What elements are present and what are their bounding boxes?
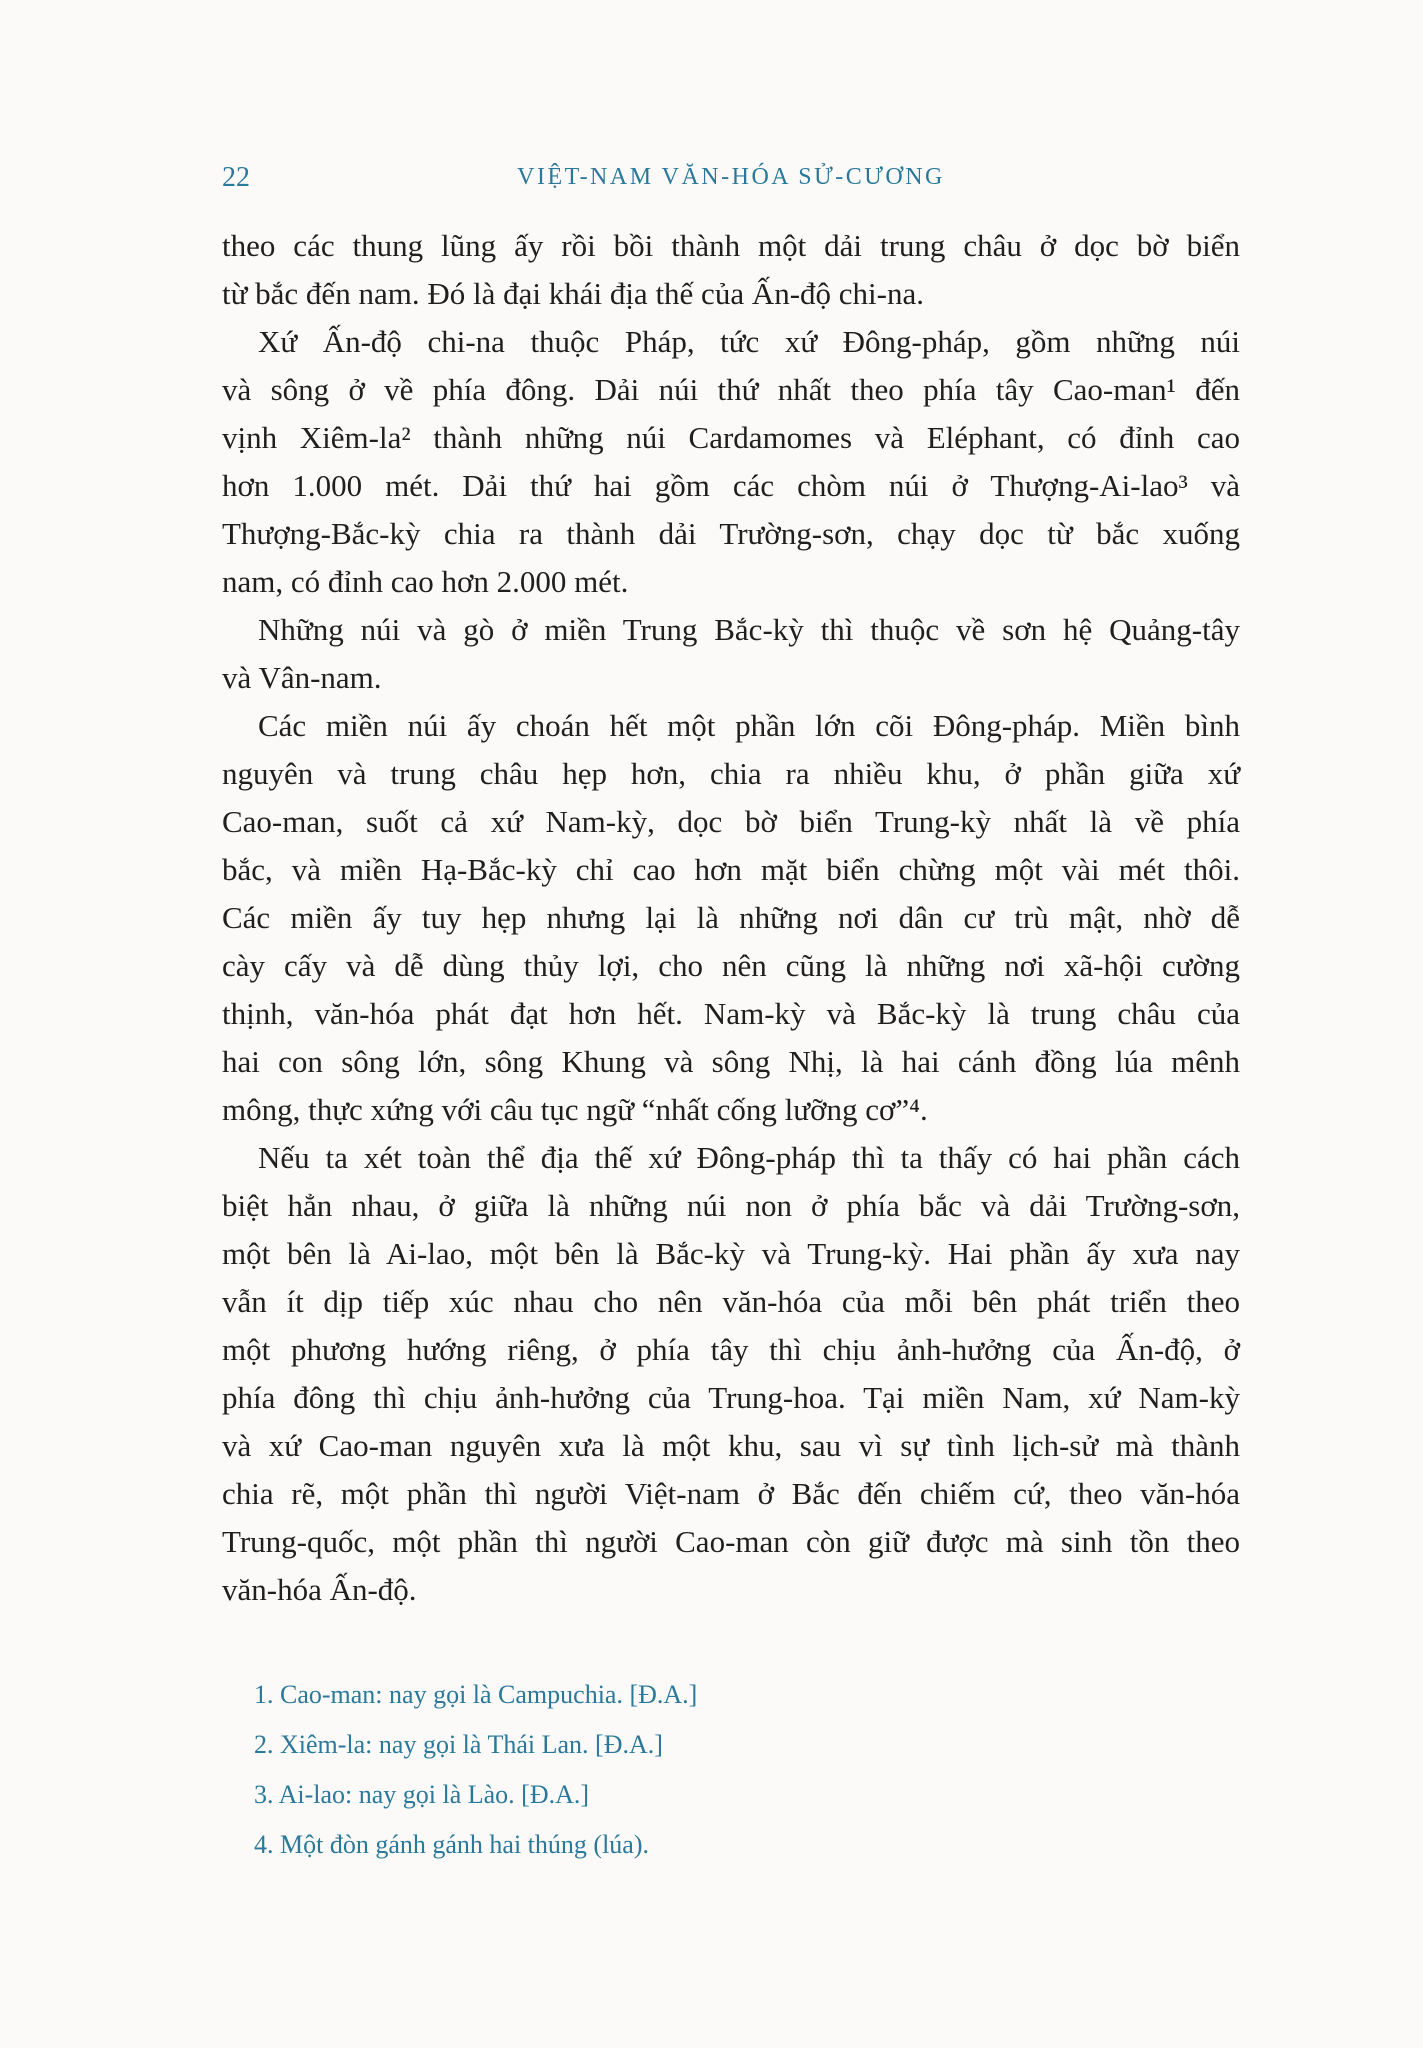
text-line: Thượng-Bắc-kỳ chia ra thành dải Trường-sơn, chạy dọc từ bắc xuống [222, 516, 1240, 551]
text-line: từ bắc đến nam. Đó là đại khái địa thế của Ấn-độ chi-na. [222, 276, 924, 311]
text-line: cày cấy và dễ dùng thủy lợi, cho nên cũng là những nơi xã-hội cường [222, 948, 1240, 983]
footnotes [222, 1670, 1240, 1870]
text-line: một phương hướng riêng, ở phía tây thì chịu ảnh-hưởng của Ấn-độ, ở [222, 1332, 1240, 1367]
text-line: bắc, và miền Hạ-Bắc-kỳ chỉ cao hơn mặt biển chừng một vài mét thôi. [222, 852, 1240, 887]
text-line: và sông ở về phía đông. Dải núi thứ nhất theo phía tây Cao-man¹ đến [222, 372, 1240, 407]
body-text [222, 222, 1240, 1614]
text-line: theo các thung lũng ấy rồi bồi thành một dải trung châu ở dọc bờ biển [222, 228, 1240, 263]
text-line: Các miền núi ấy choán hết một phần lớn cõi Đông-pháp. Miền bình [258, 708, 1240, 743]
paragraph [222, 222, 1240, 318]
text-line: Cao-man, suốt cả xứ Nam-kỳ, dọc bờ biển Trung-kỳ nhất là về phía [222, 804, 1240, 839]
paragraph [222, 606, 1240, 702]
text-line: hơn 1.000 mét. Dải thứ hai gồm các chòm núi ở Thượng-Ai-lao³ và [222, 468, 1240, 503]
text-line: Trung-quốc, một phần thì người Cao-man còn giữ được mà sinh tồn theo [222, 1524, 1240, 1559]
footnote-item: 1. Cao-man: nay gọi là Campuchia. [Đ.A.] [254, 1680, 698, 1709]
footnote-item: 2. Xiêm-la: nay gọi là Thái Lan. [Đ.A.] [254, 1730, 663, 1759]
text-line: một bên là Ai-lao, một bên là Bắc-kỳ và Trung-kỳ. Hai phần ấy xưa nay [222, 1236, 1240, 1271]
footnote-item: 3. Ai-lao: nay gọi là Lào. [Đ.A.] [254, 1780, 590, 1809]
text-line: và Vân-nam. [222, 660, 382, 695]
page-number: 22 [222, 162, 250, 193]
text-line: hai con sông lớn, sông Khung và sông Nhị, là hai cánh đồng lúa mênh [222, 1044, 1240, 1079]
paragraph [222, 702, 1240, 1134]
text-line: biệt hẳn nhau, ở giữa là những núi non ở phía bắc và dải Trường-sơn, [222, 1188, 1240, 1223]
text-line: nguyên và trung châu hẹp hơn, chia ra nhiều khu, ở phần giữa xứ [222, 756, 1240, 791]
text-line: Nếu ta xét toàn thể địa thế xứ Đông-pháp thì ta thấy có hai phần cách [258, 1140, 1240, 1175]
text-line: Xứ Ấn-độ chi-na thuộc Pháp, tức xứ Đông-pháp, gồm những núi [258, 324, 1240, 359]
page-header [222, 160, 1240, 204]
text-line: và xứ Cao-man nguyên xưa là một khu, sau vì sự tình lịch-sử mà thành [222, 1428, 1240, 1463]
text-line: Những núi và gò ở miền Trung Bắc-kỳ thì thuộc về sơn hệ Quảng-tây [258, 612, 1240, 647]
text-line: thịnh, văn-hóa phát đạt hơn hết. Nam-kỳ và Bắc-kỳ là trung châu của [222, 996, 1240, 1031]
paragraph [222, 318, 1240, 606]
text-line: phía đông thì chịu ảnh-hưởng của Trung-hoa. Tại miền Nam, xứ Nam-kỳ [222, 1380, 1240, 1415]
text-column [222, 160, 1240, 1870]
text-line: văn-hóa Ấn-độ. [222, 1572, 417, 1607]
text-line: vẫn ít dịp tiếp xúc nhau cho nên văn-hóa của mỗi bên phát triển theo [222, 1284, 1240, 1319]
text-line: chia rẽ, một phần thì người Việt-nam ở Bắc đến chiếm cứ, theo văn-hóa [222, 1476, 1240, 1511]
running-title: VIỆT-NAM VĂN-HÓA SỬ-CƯƠNG [517, 164, 945, 190]
text-line: vịnh Xiêm-la² thành những núi Cardamomes và Eléphant, có đỉnh cao [222, 420, 1240, 455]
paragraph [222, 1134, 1240, 1614]
text-line: Các miền ấy tuy hẹp nhưng lại là những nơi dân cư trù mật, nhờ dễ [222, 900, 1240, 935]
footnote-item: 4. Một đòn gánh gánh hai thúng (lúa). [254, 1830, 649, 1859]
text-line: nam, có đỉnh cao hơn 2.000 mét. [222, 564, 629, 599]
text-line: mông, thực xứng với câu tục ngữ “nhất cống lưỡng cơ”⁴. [222, 1092, 928, 1127]
